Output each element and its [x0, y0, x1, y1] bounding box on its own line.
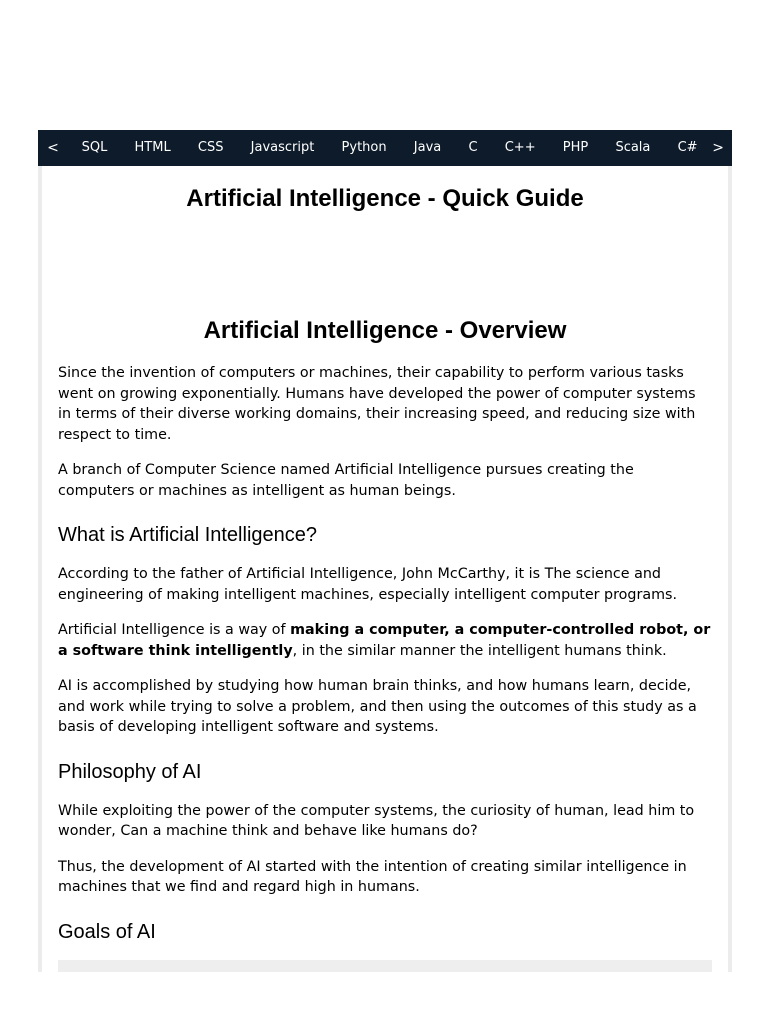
nav-next-arrow-icon[interactable]: >: [710, 130, 724, 166]
nav-item-php[interactable]: PHP: [562, 140, 589, 155]
philosophy-paragraph-2: Thus, the development of AI started with the intention of creating similar intelligence in machines that we find and regard high in humans.: [58, 858, 687, 895]
article-content: [42, 166, 728, 972]
what-is-ai-p2-start: Artificial Intelligence is a way of: [58, 622, 291, 638]
top-blank-area: [0, 0, 768, 130]
what-is-ai-heading: What is Artificial Intelligence?: [58, 524, 318, 546]
nav-item-javascript[interactable]: Javascript: [250, 140, 315, 155]
language-navbar: [38, 130, 732, 166]
nav-item-sql[interactable]: SQL: [81, 140, 108, 155]
what-is-ai-p2-bold: making a computer, a computer-controlled robot, or a software think intelligently: [58, 622, 711, 659]
overview-paragraph-1: Since the invention of computers or machines, their capability to perform various tasks went on growing exponentially. Humans have developed the power of computer systems in terms of their diverse working domains, their increasing speed, and reducing size with respect to time.: [58, 365, 696, 443]
nav-item-cpp[interactable]: C++: [504, 140, 536, 155]
what-is-ai-paragraph-1: According to the father of Artificial Intelligence, John McCarthy, it is The science and engineering of making intelligent machines, especially intelligent computer programs.: [58, 566, 678, 603]
goals-content-box: [58, 960, 712, 973]
nav-item-java[interactable]: Java: [413, 140, 442, 155]
what-is-ai-paragraph-3: AI is accomplished by studying how human brain thinks, and how humans learn, decide, and work while trying to solve a problem, and then using the outcomes of this study as a basis of developing intelligent software and systems.: [58, 678, 697, 735]
nav-item-css[interactable]: CSS: [197, 140, 224, 155]
philosophy-heading: Philosophy of AI: [58, 760, 202, 783]
goals-heading: Goals of AI: [58, 920, 156, 943]
nav-item-python[interactable]: Python: [341, 140, 387, 155]
what-is-ai-paragraph-2: [58, 620, 712, 661]
nav-item-html[interactable]: HTML: [134, 140, 171, 155]
nav-item-c[interactable]: C: [468, 140, 478, 155]
nav-prev-arrow-icon[interactable]: <: [47, 140, 59, 156]
nav-item-csharp[interactable]: C#: [677, 140, 698, 155]
nav-items: [68, 130, 732, 166]
what-is-ai-p2-end: , in the similar manner the intelligent humans think.: [292, 642, 667, 659]
nav-item-scala[interactable]: Scala: [615, 140, 651, 155]
overview-heading: Artificial Intelligence - Overview: [203, 317, 567, 344]
overview-paragraph-2: A branch of Computer Science named Artificial Intelligence pursues creating the computers or machines as intelligent as human beings.: [58, 462, 634, 499]
page-title: Artificial Intelligence - Quick Guide: [186, 185, 584, 212]
philosophy-paragraph-1: While exploiting the power of the computer systems, the curiosity of human, lead him to wonder, Can a machine think and behave like humans do?: [58, 802, 695, 839]
